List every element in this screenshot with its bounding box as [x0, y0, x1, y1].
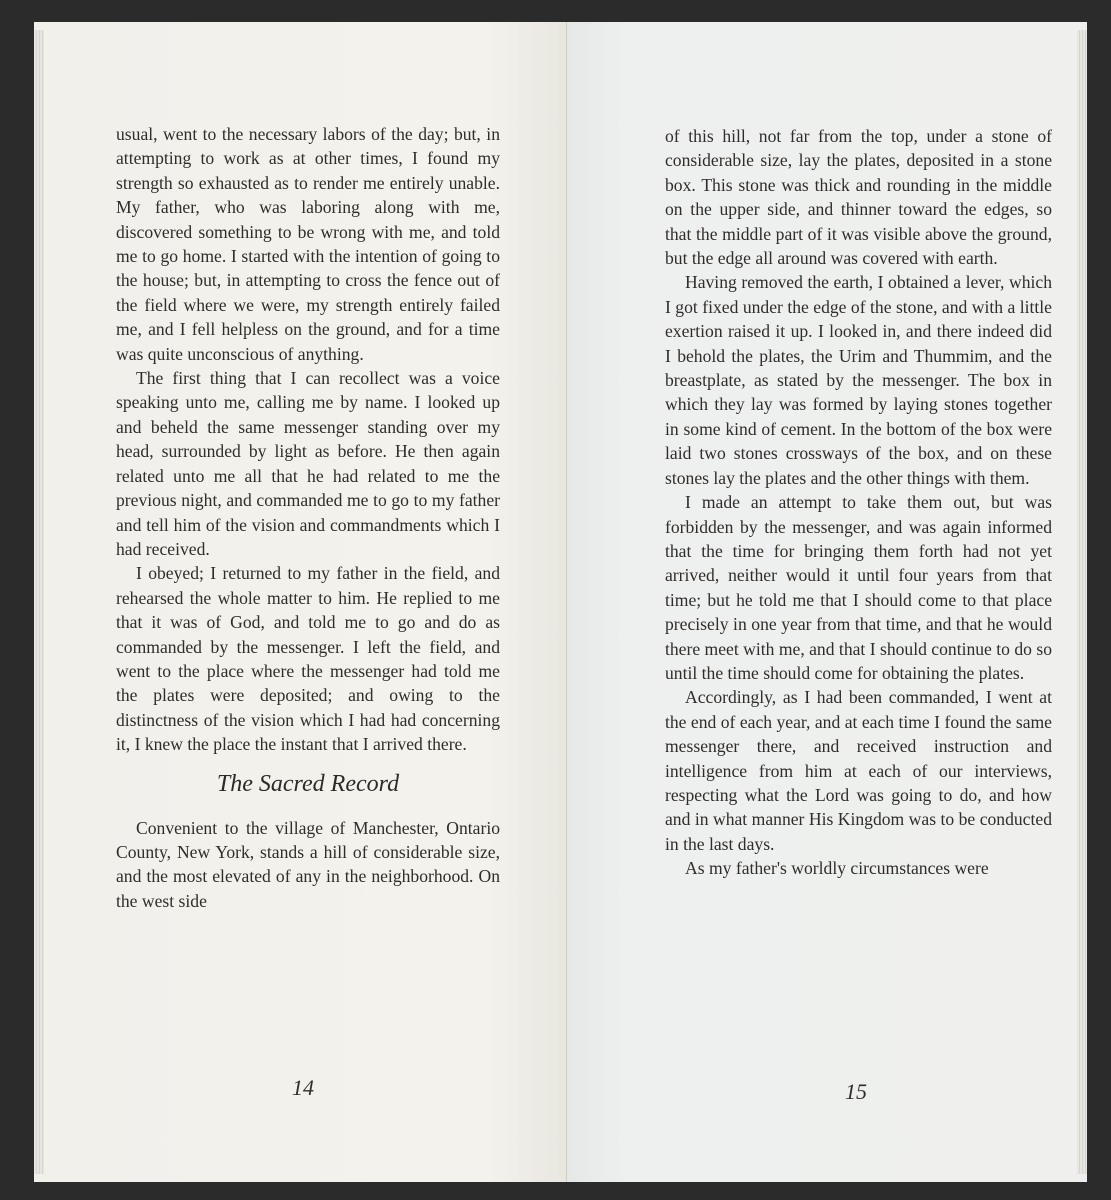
paragraph: The first thing that I can recollect was a voice speaking unto me, calling me by name. I looked up and beheld the same messenger standing over my head, surrounded by light as before. He then again related unto me all that he had related to me the previous night, and commanded me to go to my father and tell him of the vision and commandments which I had received.: [116, 368, 500, 559]
page-number: 14: [292, 1075, 314, 1100]
right-page-text: [665, 124, 1052, 881]
left-page-edges: [34, 30, 44, 1174]
paragraph: of this hill, not far from the top, under a stone of considerable size, lay the plates, deposited in a stone box. This stone was thick and rounding in the middle on the upper side, and thinner toward the edges, so that the middle part of it was visible above the ground, but the edge all around was covered with earth.: [665, 126, 1052, 269]
paragraph: I obeyed; I returned to my father in the field, and rehearsed the whole matter to him. He replied to me that it was of God, and told me to go and do as commanded by the messenger. I left the field, and went to the place where the messenger had told me the plates were deposited; and owing to the distinctness of the vision which I had had concerning it, I knew the place the instant that I arrived there.: [116, 563, 500, 755]
paragraph: As my father's worldly circumstances were: [685, 858, 989, 879]
paragraph: Accordingly, as I had been commanded, I went at the end of each year, and at each time I found the same messenger there, and received instruction and intelligence from him at each of our interviews, respecting what the Lord was going to do, and how and in what manner His Kingdom was to be conducted in the last days.: [665, 687, 1052, 854]
paragraph: Having removed the earth, I obtained a lever, which I got fixed under the edge of the stone, and with a little exertion raised it up. I looked in, and there indeed did I behold the plates, the Urim and Thummim, and the breastplate, as stated by the messenger. The box in which they lay was formed by laying stones together in some kind of cement. In the bottom of the box were laid two stones crossways of the box, and on these stones lay the plates and the other things with them.: [665, 272, 1052, 488]
paragraph: usual, went to the necessary labors of the day; but, in attempting to work as at other times, I found my strength so exhausted as to render me entirely unable. My father, who was laboring along with me, discovered something to be wrong with me, and told me to go home. I started with the intention of going to the house; but, in attempting to cross the fence out of the field where we were, my strength entirely failed me, and I fell helpless on the ground, and for a time was quite unconscious of anything.: [116, 124, 500, 364]
page-number: 15: [845, 1079, 867, 1104]
left-page: [34, 22, 567, 1182]
paragraph: I made an attempt to take them out, but was forbidden by the messenger, and was again informed that the time for bringing them forth had not yet arrived, neither would it until four years from that time; but he told me that I should come to that place precisely in one year from that time, and that he would there meet with me, and that I should continue to do so until the time should come for obtaining the plates.: [665, 492, 1052, 683]
book-spread: [24, 22, 1096, 1182]
paragraph: Convenient to the village of Manchester, Ontario County, New York, stands a hill of considerable size, and the most elevated of any in the neighborhood. On the west side: [116, 817, 500, 911]
section-heading: The Sacred Record: [216, 770, 400, 797]
right-page: [567, 22, 1087, 1182]
right-page-edges: [1077, 30, 1087, 1174]
left-page-text: [116, 122, 500, 913]
